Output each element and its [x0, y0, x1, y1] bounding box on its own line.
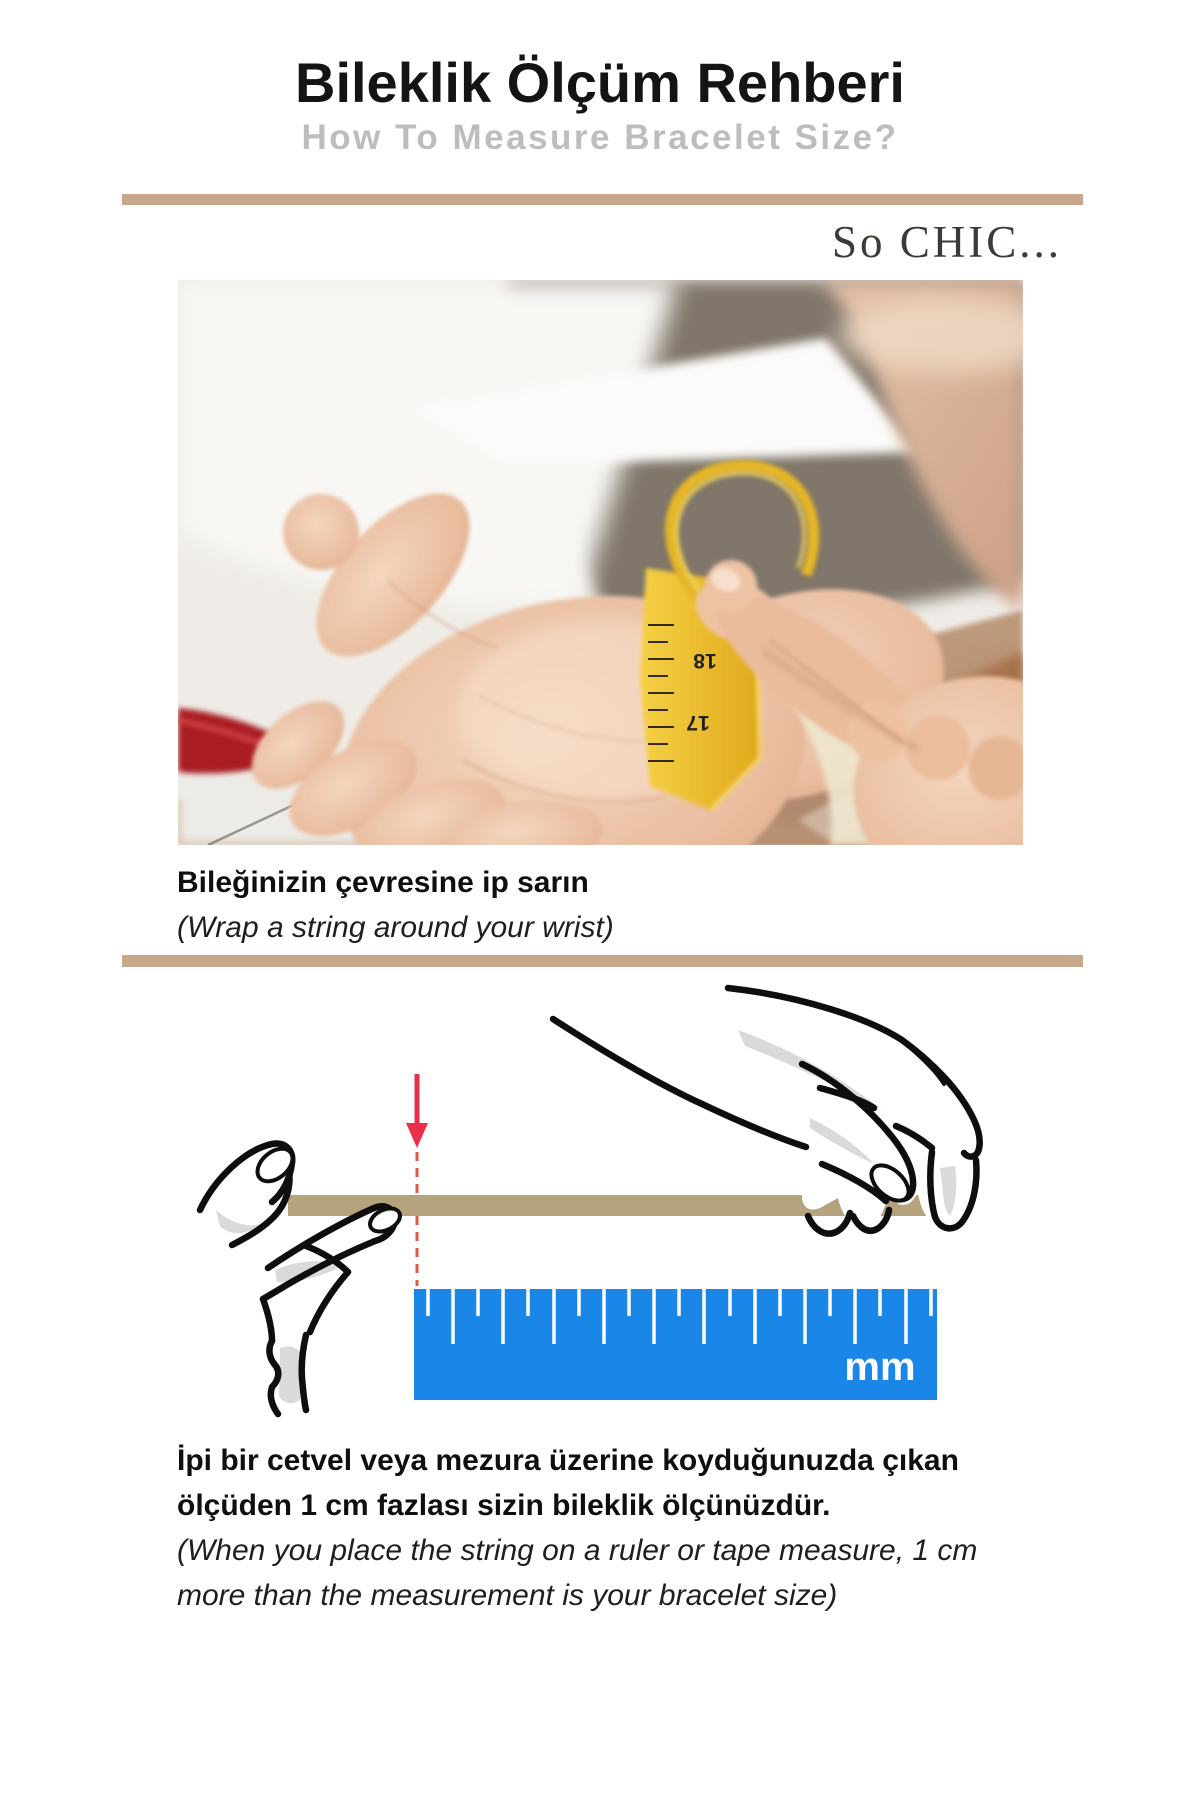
step2-caption-turkish-line2: ölçüden 1 cm fazlası sizin bileklik ölçünüzdür. [177, 1489, 831, 1522]
string-on-ruler-illustration [120, 968, 1080, 1438]
ruler [414, 1289, 937, 1400]
section-divider [122, 955, 1083, 967]
step2-caption-english-line2: more than the measurement is your bracelet size) [177, 1579, 838, 1612]
page-title: Bileklik Ölçüm Rehberi [295, 51, 905, 114]
wrist-measurement-photo [178, 280, 1023, 845]
step1-caption-english: (Wrap a string around your wrist) [177, 911, 614, 944]
page-subtitle: How To Measure Bracelet Size? [301, 118, 899, 157]
tape-number: 17 [686, 711, 710, 734]
step1-caption-turkish: Bileğinizin çevresine ip sarın [177, 866, 589, 899]
tape-number: 18 [693, 649, 717, 672]
measurement-arrow-icon [406, 1074, 428, 1148]
illustration-canvas [120, 968, 1080, 1438]
ruler-unit-label: mm [844, 1345, 916, 1389]
brand-logo: So CHIC... [831, 217, 1062, 267]
left-hand-drawing [200, 1142, 404, 1414]
step2-caption-turkish-line1: İpi bir cetvel veya mezura üzerine koyduğunuzda çıkan [177, 1444, 959, 1477]
header-divider [122, 194, 1083, 205]
photo-canvas [178, 280, 1023, 845]
step2-caption-english-line1: (When you place the string on a ruler or tape measure, 1 cm [177, 1534, 978, 1567]
